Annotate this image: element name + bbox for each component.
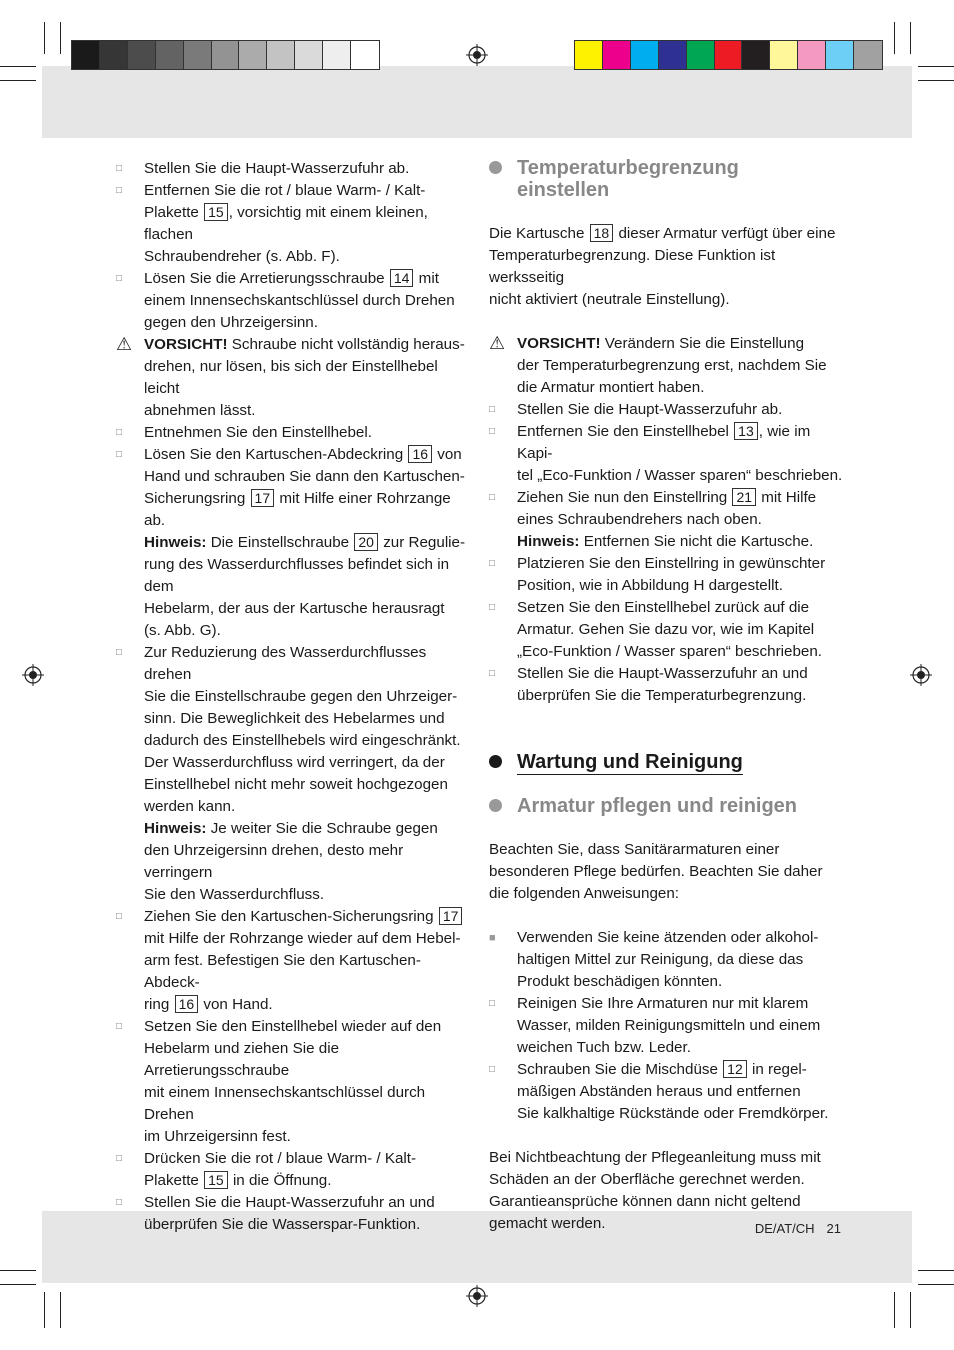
care-item	[489, 1059, 845, 1125]
step-text: Setzen Sie den Einstellhebel wieder auf den	[144, 1018, 442, 1035]
step-item	[489, 553, 845, 597]
step-text: Verwenden Sie keine ätzenden oder alkohol-	[517, 929, 819, 946]
color-swatch	[631, 41, 659, 69]
heading-text: Armatur pflegen und reinigen	[517, 795, 798, 817]
page-number: 21	[826, 1221, 841, 1236]
checkbox-bullet-icon: □	[489, 998, 496, 1009]
care-intro-paragraph	[489, 839, 845, 905]
step-text: im Uhrzeigersinn fest.	[144, 1128, 291, 1145]
part-number: 16	[408, 445, 432, 463]
square-bullet-icon: ■	[489, 932, 496, 944]
checkbox-bullet-icon: □	[116, 449, 123, 460]
crop-mark	[60, 1292, 61, 1328]
step-text: Stellen Sie die Haupt-Wasserzufuhr an und	[517, 665, 808, 682]
paragraph-text: besonderen Pflege bedürfen. Beachten Sie daher	[489, 863, 823, 880]
registration-mark-icon	[466, 44, 488, 66]
note-label: Hinweis:	[144, 820, 207, 837]
note-label: Hinweis:	[144, 534, 207, 551]
step-item	[489, 663, 845, 707]
step-text: Wasser, milden Reinigungsmitteln und einem	[517, 1017, 821, 1034]
step-text: von	[437, 446, 462, 463]
step-text: Position, wie in Abbildung H dargestellt.	[517, 577, 783, 594]
step-text: Plakette	[144, 204, 199, 221]
part-number: 15	[204, 203, 228, 221]
crop-mark	[918, 66, 954, 67]
step-text: Entnehmen Sie den Einstellhebel.	[144, 424, 372, 441]
step-text: mit einem Innensechskantschlüssel durch Drehen	[144, 1084, 426, 1123]
process-color-bar	[574, 40, 883, 70]
heading-bullet-icon	[489, 799, 502, 812]
checkbox-bullet-icon: □	[489, 404, 496, 415]
step-text: Stellen Sie die Haupt-Wasserzufuhr ab.	[517, 401, 783, 418]
step-item	[116, 158, 470, 180]
step-text: in regel-	[751, 1061, 807, 1078]
checkbox-bullet-icon: □	[489, 492, 496, 503]
crop-mark	[60, 22, 61, 54]
checkbox-bullet-icon: □	[489, 426, 496, 437]
part-number: 20	[354, 533, 378, 551]
part-number: 17	[251, 489, 275, 507]
step-text: dadurch des Einstellhebels wird eingeschränkt.	[144, 732, 461, 749]
color-swatch	[742, 41, 770, 69]
step-text: Setzen Sie den Einstellhebel zurück auf die	[517, 599, 810, 616]
paragraph-text: die folgenden Anweisungen:	[489, 885, 679, 902]
color-swatch	[770, 41, 798, 69]
step-text: überprüfen Sie die Wasserspar-Funktion.	[144, 1216, 421, 1233]
step-item	[489, 597, 845, 663]
step-text: weichen Tuch bzw. Leder.	[517, 1039, 691, 1056]
step-text: Sicherungsring	[144, 490, 246, 507]
step-text: sinn. Die Beweglichkeit des Hebelarmes und	[144, 710, 445, 727]
section-heading-temperature	[489, 157, 845, 201]
crop-mark	[0, 66, 36, 67]
step-text: Einstellhebel nicht mehr soweit hochgezogen	[144, 776, 448, 793]
note-text: Sie den Wasserdurchfluss.	[144, 886, 325, 903]
color-swatch	[659, 41, 687, 69]
step-text: haltigen Mittel zur Reinigung, da diese das	[517, 951, 804, 968]
paragraph-text: Beachten Sie, dass Sanitärarmaturen einer	[489, 841, 780, 858]
step-text: mit	[418, 270, 439, 287]
color-swatch	[184, 41, 212, 69]
step-text: Lösen Sie den Kartuschen-Abdeckring	[144, 446, 404, 463]
crop-mark	[910, 22, 911, 54]
color-swatch	[128, 41, 156, 69]
step-text: „Eco-Funktion / Wasser sparen“ beschrieben.	[517, 643, 823, 660]
page-footer	[743, 1221, 841, 1236]
step-text: Zur Reduzierung des Wasserdurchflusses drehen	[144, 644, 427, 683]
part-number: 16	[175, 995, 199, 1013]
step-text: Sie die Einstellschraube gegen den Uhrzeiger-	[144, 688, 458, 705]
paragraph-text: nicht aktiviert (neutrale Einstellung).	[489, 291, 730, 308]
color-swatch	[72, 41, 100, 69]
color-swatch	[351, 41, 379, 69]
checkbox-bullet-icon: □	[116, 911, 123, 922]
heading-bullet-icon	[489, 755, 502, 768]
caution-text: der Temperaturbegrenzung erst, nachdem Sie	[517, 357, 827, 374]
step-item	[116, 180, 470, 268]
paragraph-text: Schäden an der Oberfläche gerechnet werden.	[489, 1171, 805, 1188]
color-swatch	[687, 41, 715, 69]
crop-mark	[0, 1284, 36, 1285]
paragraph-text: Temperaturbegrenzung. Diese Funktion ist werksseitig	[489, 247, 776, 286]
step-text: Entfernen Sie die rot / blaue Warm- / Kalt-	[144, 182, 426, 199]
note-text: (s. Abb. G).	[144, 622, 221, 639]
part-number: 21	[732, 488, 756, 506]
caution-text: abnehmen lässt.	[144, 402, 256, 419]
color-swatch	[212, 41, 240, 69]
step-item	[489, 421, 845, 487]
step-text: einem Innensechskantschlüssel durch Drehen	[144, 292, 455, 309]
caution-label: VORSICHT!	[144, 336, 228, 353]
registration-mark-icon	[22, 664, 44, 686]
paragraph-text: Bei Nichtbeachtung der Pflegeanleitung muss mit	[489, 1149, 821, 1166]
step-text: Stellen Sie die Haupt-Wasserzufuhr an und	[144, 1194, 435, 1211]
step-text: Plakette	[144, 1172, 199, 1189]
left-column	[116, 158, 470, 1236]
part-number: 18	[590, 224, 614, 242]
caution-text: Schraube nicht vollständig heraus-	[231, 336, 465, 353]
caution-label: VORSICHT!	[517, 335, 601, 352]
step-text: Platzieren Sie den Einstellring in gewünschter	[517, 555, 826, 572]
caution-note	[116, 334, 470, 422]
note-label: Hinweis:	[517, 533, 580, 550]
header-band	[42, 66, 912, 138]
language-code: DE/AT/CH	[754, 1221, 815, 1236]
crop-mark	[0, 1270, 36, 1271]
color-swatch	[575, 41, 603, 69]
step-text: überprüfen Sie die Temperaturbegrenzung.	[517, 687, 807, 704]
step-text: Stellen Sie die Haupt-Wasserzufuhr ab.	[144, 160, 410, 177]
checkbox-bullet-icon: □	[116, 1153, 123, 1164]
step-text: Drücken Sie die rot / blaue Warm- / Kalt-	[144, 1150, 417, 1167]
caution-text: die Armatur montiert haben.	[517, 379, 705, 396]
step-text: in die Öffnung.	[232, 1172, 332, 1189]
step-text: eines Schraubendrehers nach oben.	[517, 511, 762, 528]
step-text: Armatur. Gehen Sie dazu vor, wie im Kapitel	[517, 621, 815, 638]
color-swatch	[295, 41, 323, 69]
crop-mark	[918, 1284, 954, 1285]
part-number: 13	[734, 422, 758, 440]
checkbox-bullet-icon: □	[116, 647, 123, 658]
step-text: , wie im Kapi-	[517, 423, 811, 462]
note-text: Hebelarm, der aus der Kartusche herausragt	[144, 600, 445, 617]
section-heading-maintenance	[489, 751, 845, 773]
step-text: Schrauben Sie die Mischdüse	[517, 1061, 718, 1078]
color-swatch	[603, 41, 631, 69]
note-text: Entfernen Sie nicht die Kartusche.	[583, 533, 814, 550]
step-text: Ziehen Sie den Kartuschen-Sicherungsring	[144, 908, 434, 925]
color-swatch	[239, 41, 267, 69]
step-text: mit Hilfe einer Rohrzange ab.	[144, 490, 451, 529]
step-text: , vorsichtig mit einem kleinen, flachen	[144, 204, 428, 243]
color-swatch	[267, 41, 295, 69]
note-text: den Uhrzeigersinn drehen, desto mehr verringern	[144, 842, 404, 881]
step-text: arm fest. Befestigen Sie den Kartuschen-Abdeck-	[144, 952, 421, 991]
section-heading-care	[489, 795, 845, 817]
crop-mark	[918, 80, 954, 81]
gray-color-bar	[71, 40, 380, 70]
part-number: 12	[723, 1060, 747, 1078]
step-text: Reinigen Sie Ihre Armaturen nur mit klarem	[517, 995, 809, 1012]
heading-text: Wartung und Reinigung	[517, 751, 743, 773]
heading-text: Temperaturbegrenzung	[517, 157, 739, 179]
checkbox-bullet-icon: □	[116, 1197, 123, 1208]
step-text: Lösen Sie die Arretierungsschraube	[144, 270, 385, 287]
step-item	[116, 1192, 470, 1236]
color-swatch	[715, 41, 743, 69]
checkbox-bullet-icon: □	[116, 163, 123, 174]
crop-mark	[918, 1270, 954, 1271]
step-text: Hebelarm und ziehen Sie die Arretierungsschraube	[144, 1040, 340, 1079]
caution-text: drehen, nur lösen, bis sich der Einstellhebel leicht	[144, 358, 438, 397]
checkbox-bullet-icon: □	[116, 273, 123, 284]
step-text: gegen den Uhrzeigersinn.	[144, 314, 318, 331]
crop-mark	[44, 1292, 45, 1328]
checkbox-bullet-icon: □	[116, 185, 123, 196]
intro-paragraph	[489, 223, 845, 311]
step-item	[116, 906, 470, 1016]
crop-mark	[910, 1292, 911, 1328]
caution-text: Verändern Sie die Einstellung	[604, 335, 805, 352]
paragraph-text: dieser Armatur verfügt über eine	[618, 225, 836, 242]
step-text: Entfernen Sie den Einstellhebel	[517, 423, 729, 440]
caution-note	[489, 333, 845, 399]
checkbox-bullet-icon: □	[116, 1021, 123, 1032]
paragraph-text: gemacht werden.	[489, 1215, 606, 1232]
step-item	[116, 1016, 470, 1148]
step-text: mäßigen Abständen heraus und entfernen	[517, 1083, 801, 1100]
step-item	[116, 1148, 470, 1192]
color-swatch	[854, 41, 882, 69]
note-text: zur Regulie-	[383, 534, 466, 551]
step-text: mit Hilfe	[761, 489, 817, 506]
crop-mark	[44, 22, 45, 54]
step-item	[116, 268, 470, 334]
checkbox-bullet-icon: □	[489, 668, 496, 679]
care-item	[489, 927, 845, 993]
part-number: 17	[439, 907, 463, 925]
step-text: werden kann.	[144, 798, 236, 815]
step-text: von Hand.	[203, 996, 273, 1013]
color-swatch	[323, 41, 351, 69]
color-swatch	[826, 41, 854, 69]
step-item	[489, 399, 845, 421]
step-item	[489, 487, 845, 553]
checkbox-bullet-icon: □	[116, 427, 123, 438]
heading-text: einstellen	[517, 179, 610, 201]
part-number: 15	[204, 1171, 228, 1189]
registration-mark-icon	[910, 664, 932, 686]
step-text: tel „Eco-Funktion / Wasser sparen“ beschrieben.	[517, 467, 843, 484]
note-text: Die Einstellschraube	[210, 534, 350, 551]
step-text: Der Wasserdurchfluss wird verringert, da der	[144, 754, 445, 771]
checkbox-bullet-icon: □	[489, 602, 496, 613]
paragraph-text: Garantieansprüche können dann nicht geltend	[489, 1193, 801, 1210]
step-item	[116, 422, 470, 444]
part-number: 14	[390, 269, 414, 287]
note-text: rung des Wasserdurchflusses befindet sich in dem	[144, 556, 450, 595]
step-text: Hand und schrauben Sie dann den Kartuschen-	[144, 468, 465, 485]
step-text: Sie kalkhaltige Rückstände oder Fremdkörper.	[517, 1105, 829, 1122]
color-swatch	[798, 41, 826, 69]
warning-triangle-icon: ⚠	[116, 334, 133, 354]
crop-mark	[894, 22, 895, 54]
paragraph-text: Die Kartusche	[489, 225, 585, 242]
care-item	[489, 993, 845, 1059]
checkbox-bullet-icon: □	[489, 1064, 496, 1075]
note-text: Je weiter Sie die Schraube gegen	[210, 820, 438, 837]
step-text: Ziehen Sie nun den Einstellring	[517, 489, 728, 506]
checkbox-bullet-icon: □	[489, 558, 496, 569]
step-item	[116, 444, 470, 642]
step-text: Schraubendreher (s. Abb. F).	[144, 248, 340, 265]
registration-mark-icon	[466, 1285, 488, 1307]
warning-triangle-icon: ⚠	[489, 333, 506, 353]
right-column	[489, 157, 845, 1235]
color-swatch	[100, 41, 128, 69]
crop-mark	[0, 80, 36, 81]
heading-bullet-icon	[489, 161, 502, 174]
step-text: mit Hilfe der Rohrzange wieder auf dem Hebel-	[144, 930, 461, 947]
crop-mark	[894, 1292, 895, 1328]
step-text: Produkt beschädigen könnten.	[517, 973, 723, 990]
color-swatch	[156, 41, 184, 69]
step-item	[116, 642, 470, 906]
step-text: ring	[144, 996, 170, 1013]
